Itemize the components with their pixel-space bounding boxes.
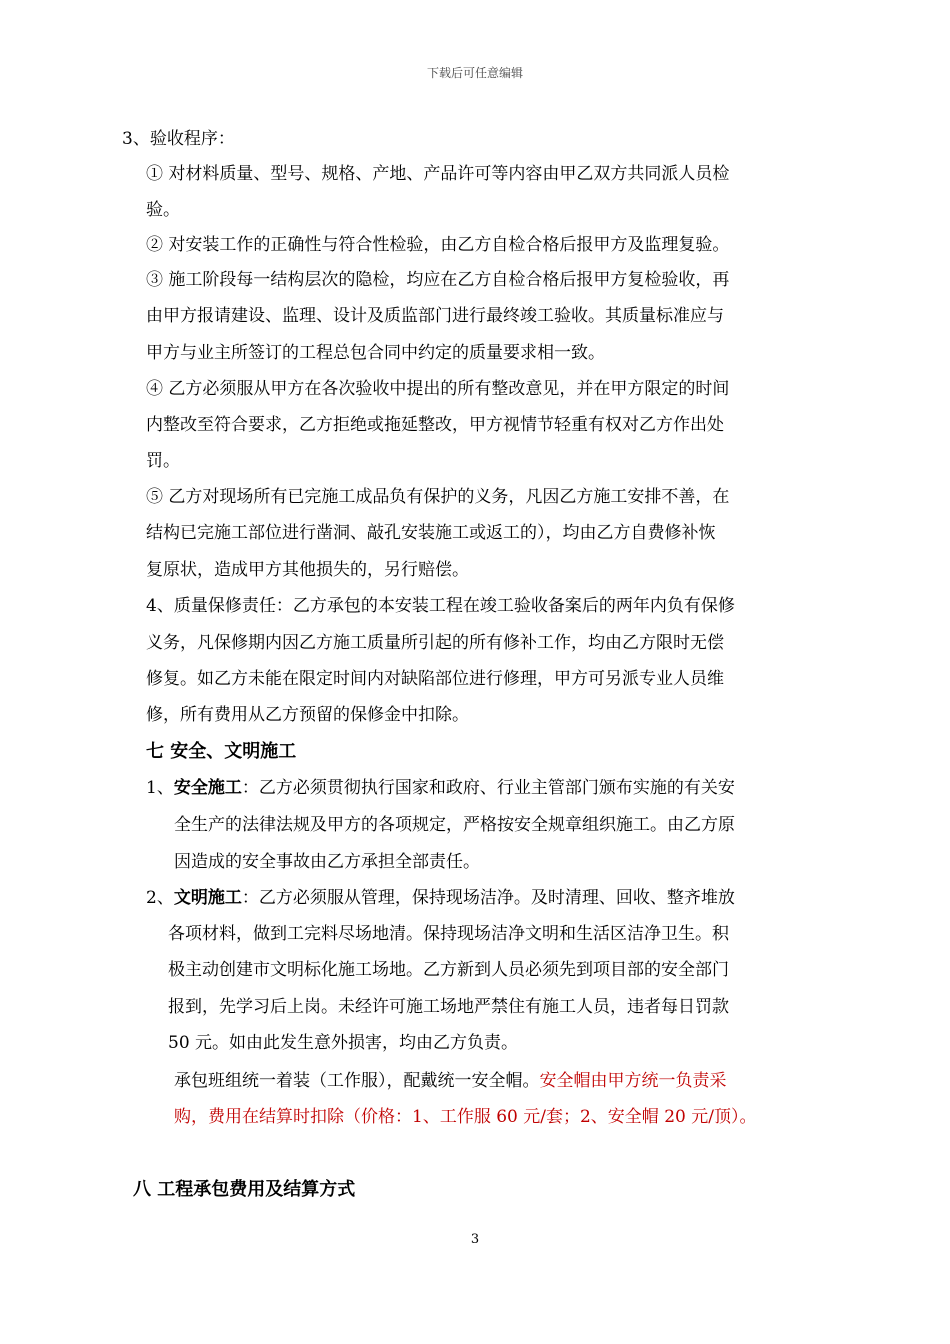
item-4-warranty: 4、质量保修责任：乙方承包的本安装工程在竣工验收备案后的两年内负有保修 xyxy=(146,596,735,616)
uniform-price-line: 购，费用在结算时扣除（价格：1、工作服 60 元/套；2、安全帽 20 元/顶）。 xyxy=(174,1107,757,1127)
para-line: 验。 xyxy=(146,200,180,220)
item-number: 1、 xyxy=(146,778,174,798)
para-line: 全生产的法律法规及甲方的各项规定，严格按安全规章组织施工。由乙方原 xyxy=(174,815,735,835)
item-text: ：乙方必须贯彻执行国家和政府、行业主管部门颁布实施的有关安 xyxy=(241,778,735,798)
para-line: 甲方与业主所签订的工程总包合同中约定的质量要求相一致。 xyxy=(146,343,605,363)
para-line: 内整改至符合要求，乙方拒绝或拖延整改，甲方视情节轻重有权对乙方作出处 xyxy=(146,415,724,435)
para-line: 因造成的安全事故由乙方承担全部责任。 xyxy=(174,852,480,872)
para-line: 极主动创建市文明标化施工场地。乙方新到人员必须先到项目部的安全部门 xyxy=(168,960,729,980)
para-line: 由甲方报请建设、监理、设计及质监部门进行最终竣工验收。其质量标准应与 xyxy=(146,306,724,326)
para-line: 修复。如乙方未能在限定时间内对缺陷部位进行修理，甲方可另派专业人员维 xyxy=(146,669,724,689)
para-line: 义务，凡保修期内因乙方施工质量所引起的所有修补工作，均由乙方限时无偿 xyxy=(146,633,724,653)
safety-construction-item xyxy=(146,776,735,800)
para-line: ① 对材料质量、型号、规格、产地、产品许可等内容由甲乙双方共同派人员检 xyxy=(146,164,730,184)
section-7-heading: 七 安全、文明施工 xyxy=(146,741,297,762)
para-line: ③ 施工阶段每一结构层次的隐检，均应在乙方自检合格后报甲方复检验收，再 xyxy=(146,270,730,290)
uniform-text: 承包班组统一着装（工作服），配戴统一安全帽。 xyxy=(174,1071,540,1091)
para-line: 修，所有费用从乙方预留的保修金中扣除。 xyxy=(146,705,469,725)
para-line: ② 对安装工作的正确性与符合性检验，由乙方自检合格后报甲方及监理复验。 xyxy=(146,235,730,255)
page-header: 下载后可任意编辑 xyxy=(426,66,523,80)
uniform-price-text: 安全帽由甲方统一负责采 xyxy=(539,1071,727,1091)
para-line: 各项材料，做到工完料尽场地清。保持现场洁净文明和生活区洁净卫生。积 xyxy=(168,924,729,944)
para-line: 罚。 xyxy=(146,451,180,471)
para-line: ④ 乙方必须服从甲方在各次验收中提出的所有整改意见，并在甲方限定的时间 xyxy=(146,379,730,399)
para-line: 结构已完施工部位进行凿洞、敲孔安装施工或返工的），均由乙方自费修补恢 xyxy=(146,523,716,543)
item-label: 文明施工 xyxy=(173,888,242,908)
para-line: ⑤ 乙方对现场所有已完施工成品负有保护的义务，凡因乙方施工安排不善，在 xyxy=(146,487,730,507)
section-8-heading: 八 工程承包费用及结算方式 xyxy=(133,1179,356,1200)
civilized-construction-item xyxy=(146,886,735,910)
para-line: 复原状，造成甲方其他损失的，另行赔偿。 xyxy=(146,560,469,580)
para-line: 50 元。如由此发生意外损害，均由乙方负责。 xyxy=(168,1033,519,1053)
uniform-line xyxy=(174,1069,727,1093)
page-number: 3 xyxy=(470,1232,480,1247)
para-line: 报到，先学习后上岗。未经许可施工场地严禁住有施工人员，违者每日罚款 xyxy=(168,997,729,1017)
item-label: 安全施工 xyxy=(173,778,242,798)
item-3-acceptance-procedure: 3、验收程序： xyxy=(122,129,235,149)
item-text: ：乙方必须服从管理，保持现场洁净。及时清理、回收、整齐堆放 xyxy=(241,888,735,908)
item-number: 2、 xyxy=(146,888,174,908)
